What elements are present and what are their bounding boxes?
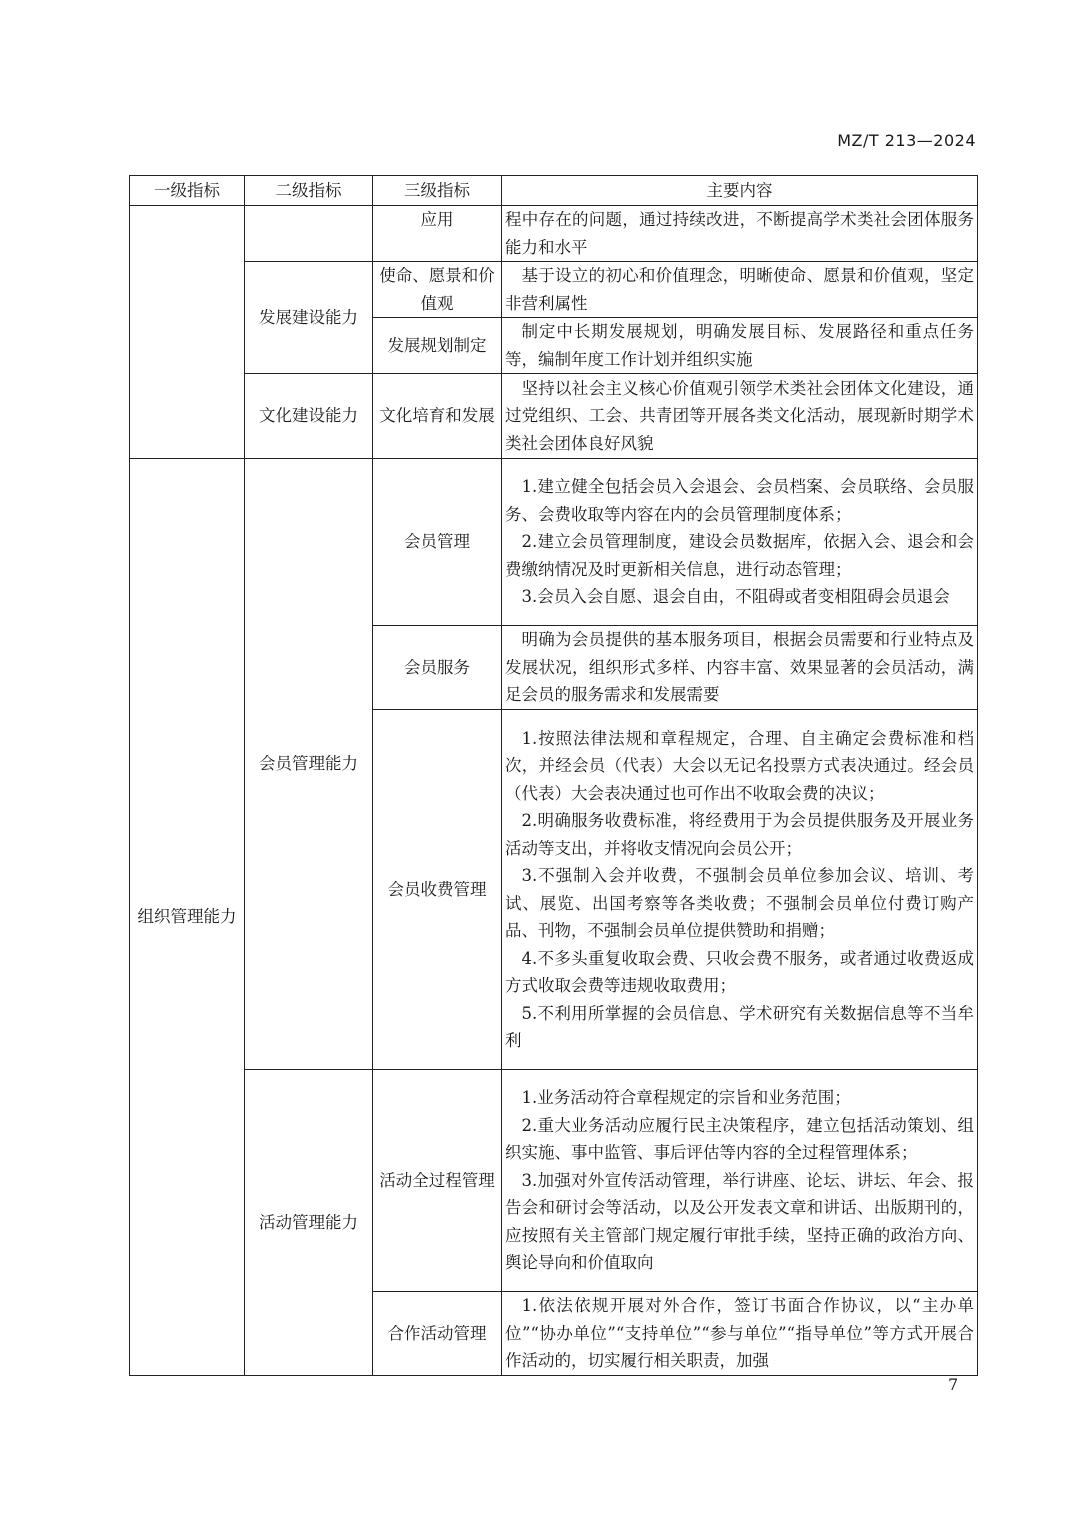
content-cell: [502, 1070, 978, 1292]
level1-cell: 组织管理能力: [130, 459, 245, 1376]
content-paragraph: 基于设立的初心和价值理念，明晰使命、愿景和价值观，坚定非营利属性: [505, 266, 974, 313]
content-paragraph: 制定中长期发展规划，明确发展目标、发展路径和重点任务等，编制年度工作计划并组织实施: [505, 322, 974, 369]
content-paragraph: 1.依法依规开展对外合作，签订书面合作协议，以“主办单位”“协办单位”“支持单位”“参与单位”“指导单位”等方式开展合作活动的，切实履行相关职责，加强: [505, 1296, 974, 1370]
table-row: [130, 206, 978, 262]
header-level3: 三级指标: [373, 176, 502, 206]
header-level2: 二级指标: [245, 176, 373, 206]
document-code: MZ/T 213—2024: [837, 131, 976, 150]
content-paragraph: 4.不多头重复收取会费、只收会费不服务，或者通过收费返成方式收取会费等违规收取费用；: [505, 948, 974, 995]
table-row: [130, 262, 978, 318]
table-row: [130, 1070, 978, 1292]
level3-cell: 应用: [373, 206, 502, 262]
content-paragraph: 2.重大业务活动应履行民主决策程序，建立包括活动策划、组织实施、事中监管、事后评估等内容的全过程管理体系；: [505, 1115, 974, 1163]
content-cell: [502, 459, 978, 626]
content-paragraph: 2.建立会员管理制度，建设会员数据库，依据入会、退会和会费缴纳情况及时更新相关信息，进行动态管理；: [505, 532, 974, 579]
level2-cell: 会员管理能力: [245, 459, 373, 1070]
content-paragraph: 1.按照法律法规和章程规定，合理、自主确定会费标准和档次，并经会员（代表）大会以无记名投票方式表决通过。经会员（代表）大会表决通过也可作出不收取会费的决议；: [505, 728, 974, 803]
content-cell: [502, 626, 978, 710]
content-paragraph: 1.建立健全包括会员入会退会、会员档案、会员联络、会员服务、会费收取等内容在内的会员管理制度体系；: [505, 477, 974, 524]
level3-cell: 发展规划制定: [373, 318, 502, 374]
content-paragraph: 2.明确服务收费标准，将经费用于为会员提供服务及开展业务活动等支出，并将收支情况向会员公开；: [505, 811, 974, 858]
level3-cell: 会员服务: [373, 626, 502, 710]
content-cell: [502, 262, 978, 318]
level2-cell: 文化建设能力: [245, 374, 373, 459]
level3-cell: 活动全过程管理: [373, 1070, 502, 1292]
level3-cell: 会员管理: [373, 459, 502, 626]
content-cell: [502, 374, 978, 459]
content-paragraph: 明确为会员提供的基本服务项目，根据会员需要和行业特点及发展状况，组织形式多样、内容丰富、效果显著的会员活动，满足会员的服务需求和发展需要: [505, 630, 974, 705]
table-row: [130, 374, 978, 459]
level3-cell: 合作活动管理: [373, 1292, 502, 1376]
header-content: 主要内容: [502, 176, 978, 206]
level2-cell: 发展建设能力: [245, 262, 373, 374]
level2-cell-empty: [245, 206, 373, 262]
content-paragraph: 1.业务活动符合章程规定的宗旨和业务范围；: [521, 1088, 851, 1108]
header-level1: 一级指标: [130, 176, 245, 206]
table-header-row: [130, 176, 978, 206]
level1-cell-empty: [130, 206, 245, 459]
content-paragraph: 程中存在的问题，通过持续改进，不断提高学术类社会团体服务能力和水平: [505, 210, 974, 257]
content-paragraph: 5.不利用所掌握的会员信息、学术研究有关数据信息等不当牟利: [505, 1003, 974, 1050]
content-paragraph: 3.会员入会自愿、退会自由，不阻碍或者变相阻碍会员退会: [521, 587, 950, 607]
page-number: 7: [948, 1375, 959, 1394]
level3-cell: 使命、愿景和价值观: [373, 262, 502, 318]
indicator-table: [129, 175, 978, 1376]
content-paragraph: 3.不强制入会并收费，不强制会员单位参加会议、培训、考试、展览、出国考察等各类收费；不强制会员单位付费订购产品、刊物，不强制会员单位提供赞助和捐赠；: [505, 866, 974, 940]
level3-cell: 文化培育和发展: [373, 374, 502, 459]
content-paragraph: 3.加强对外宣传活动管理，举行讲座、论坛、讲坛、年会、报告会和研讨会等活动，以及公开发表文章和讲话、出版期刊的，应按照有关主管部门规定履行审批手续，坚持正确的政治方向、舆论导向和价值取向: [505, 1170, 974, 1273]
content-cell: [502, 318, 978, 374]
content-paragraph: 坚持以社会主义核心价值观引领学术类社会团体文化建设，通过党组织、工会、共青团等开展各类文化活动，展现新时期学术类社会团体良好风貌: [505, 378, 974, 453]
level3-cell: 会员收费管理: [373, 710, 502, 1070]
content-cell: [502, 206, 978, 262]
content-cell: [502, 710, 978, 1070]
table-row: [130, 459, 978, 626]
content-cell: [502, 1292, 978, 1376]
level2-cell: 活动管理能力: [245, 1070, 373, 1376]
